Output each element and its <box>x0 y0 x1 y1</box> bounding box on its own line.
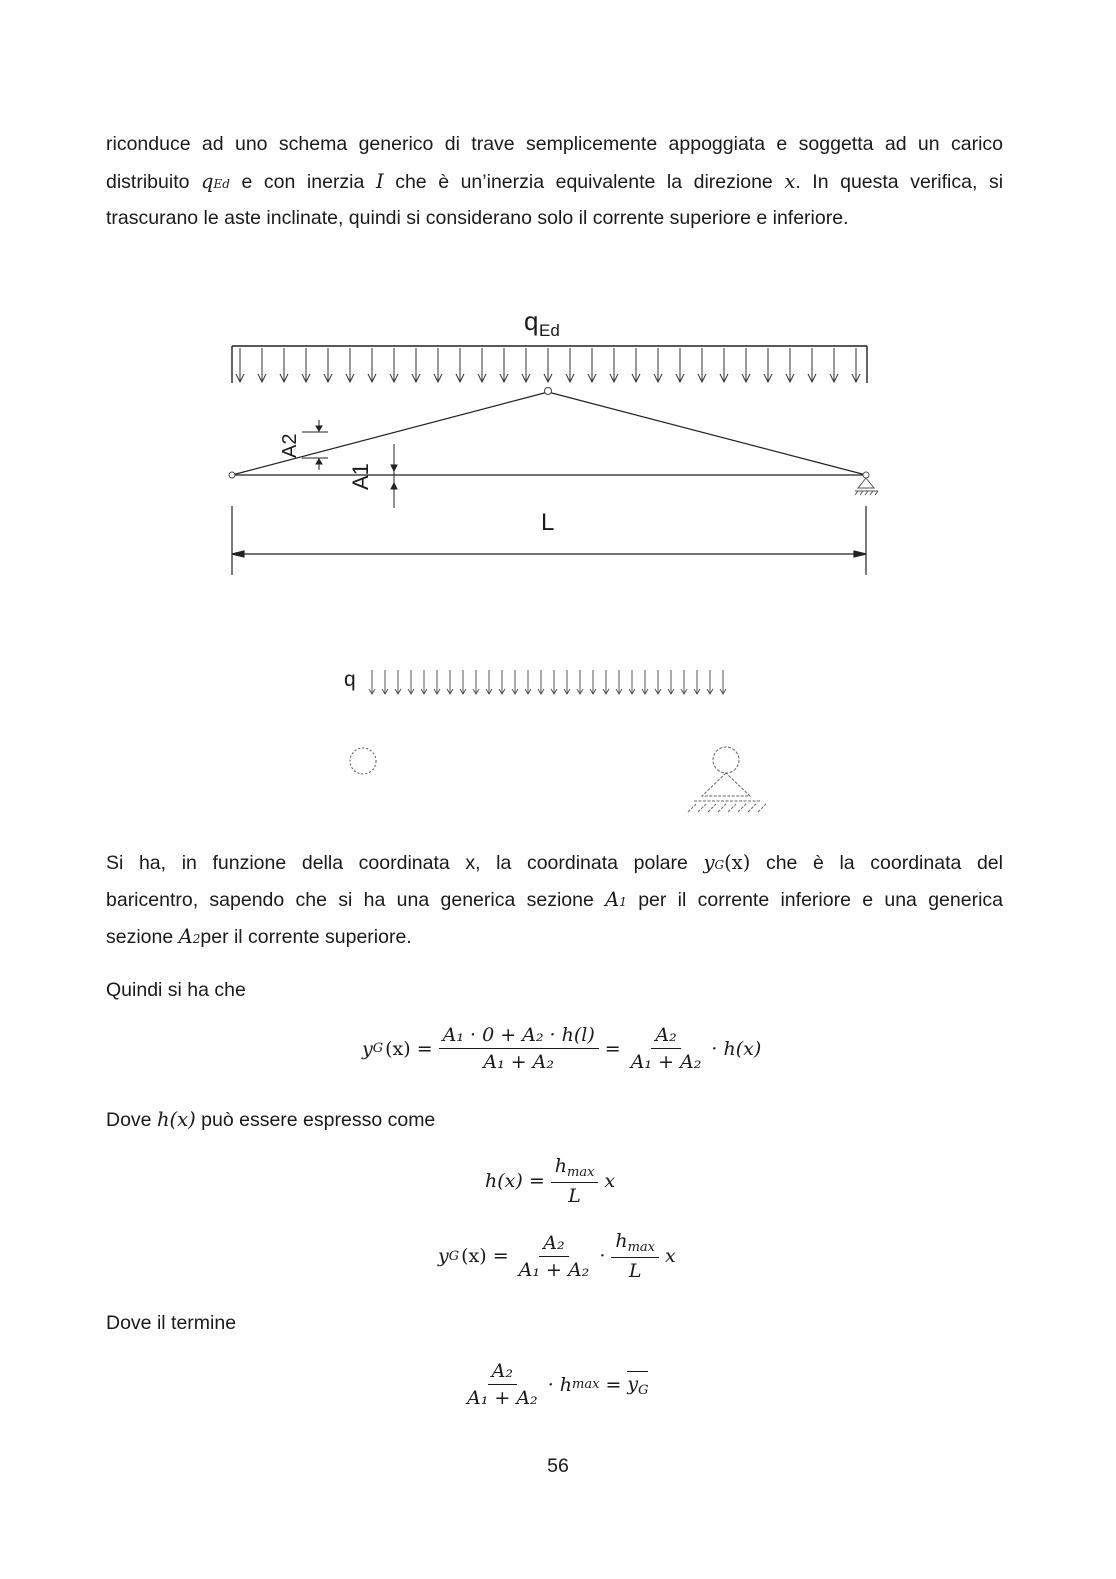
upper-chord-right <box>548 392 866 475</box>
centroid-line-2: baricentro, sapendo che si ha una generica sezione A1 per il corrente inferiore e una generica <box>106 888 1004 911</box>
eq3-fraction-2: $\frac{h_{max}}{L}$ <box>611 1230 659 1282</box>
eq1-fraction-2: $\frac{\text{A₂}}{\text{A₁ + A₂}}$ <box>630 1024 702 1073</box>
q-ed-symbol: qEd <box>201 170 230 193</box>
left-support <box>350 748 376 774</box>
dove-text-1: Dove h(x) può essere espresso come <box>106 1108 436 1131</box>
right-support <box>688 747 766 812</box>
eq4-fraction: $\frac{\text{A₂}}{\text{A₁ + A₂}}$ <box>467 1360 538 1409</box>
truss-figure <box>0 0 1116 600</box>
eq2-fraction: $\frac{h_{max}}{L}$ <box>551 1155 599 1207</box>
a2-label: A2 <box>279 433 301 458</box>
left-hinge <box>229 472 235 478</box>
centroid-line-1: Si ha, in funzione della coordinata x, la coordinata polare yG(x) che è la coordinata del <box>106 851 1003 874</box>
simple-beam-figure <box>0 640 1116 820</box>
svg-text:Ed: Ed <box>539 321 560 340</box>
span-label: L <box>541 509 555 536</box>
a2-symbol: A2 <box>178 925 201 948</box>
q-label: q <box>344 668 356 691</box>
centroid-paragraph <box>106 844 1003 955</box>
eq1-fraction-1: $\frac{\text{A₁ · 0 + A₂ · h(l)}}{\text{A₁ + A₂}}$ <box>439 1024 599 1073</box>
equation-yg-bar: $\frac{\text{A₂}}{\text{A₁ + A₂}}$ · h max = $y_G$ <box>457 1360 648 1409</box>
yg-bar: $y_G$ <box>627 1373 649 1398</box>
a1-label: A1 <box>348 463 373 490</box>
intro-line-3: trascurano le aste inclinate, quindi si considerano solo il corrente superiore e inferiore. <box>106 207 849 229</box>
equation-yg-linear: y G (x) = $\frac{\text{A₂}}{\text{A₁ + A₂}}$ · $\frac{h_{max}}{L}$ x <box>438 1230 676 1282</box>
top-hinge <box>545 388 552 395</box>
centroid-line-3: sezione A2per il corrente superiore. <box>106 925 412 948</box>
equation-yg-full: y G (x) = $\frac{\text{A₁ · 0 + A₂ · h(l)}}{\text{A₁ + A₂}}$ = $\frac{\text{A₂}}{\text{A₁ + A₂}}$ · h(x) <box>362 1024 762 1073</box>
load-arrows <box>236 348 860 382</box>
intro-line-2: distribuito qEd e con inerzia I che è un’inerzia equivalente la direzione x. In questa verifica, si <box>106 170 1004 193</box>
dove-text-2: Dove il termine <box>106 1312 237 1334</box>
eq3-fraction-1: $\frac{\text{A₂}}{\text{A₁ + A₂}}$ <box>518 1231 590 1281</box>
page-number: 56 <box>547 1455 569 1477</box>
load-label <box>524 306 560 340</box>
inertia-symbol: I <box>375 170 384 193</box>
upper-chord-left <box>232 392 548 475</box>
small-load-arrows <box>369 670 726 694</box>
a2-dimension <box>302 420 328 470</box>
equation-h: h(x) = $\frac{h_{max}}{L}$ x <box>485 1155 616 1207</box>
a1-symbol: A1 <box>605 888 627 911</box>
intro-line-1: riconduce ad uno schema generico di trave semplicemente appoggiata e soggetta ad un carico <box>106 133 1003 155</box>
yg-symbol: yG(x) <box>703 851 751 874</box>
quindi-text: Quindi si ha che <box>106 979 246 1001</box>
svg-text:q: q <box>524 306 539 336</box>
a1-dimension <box>391 444 397 508</box>
